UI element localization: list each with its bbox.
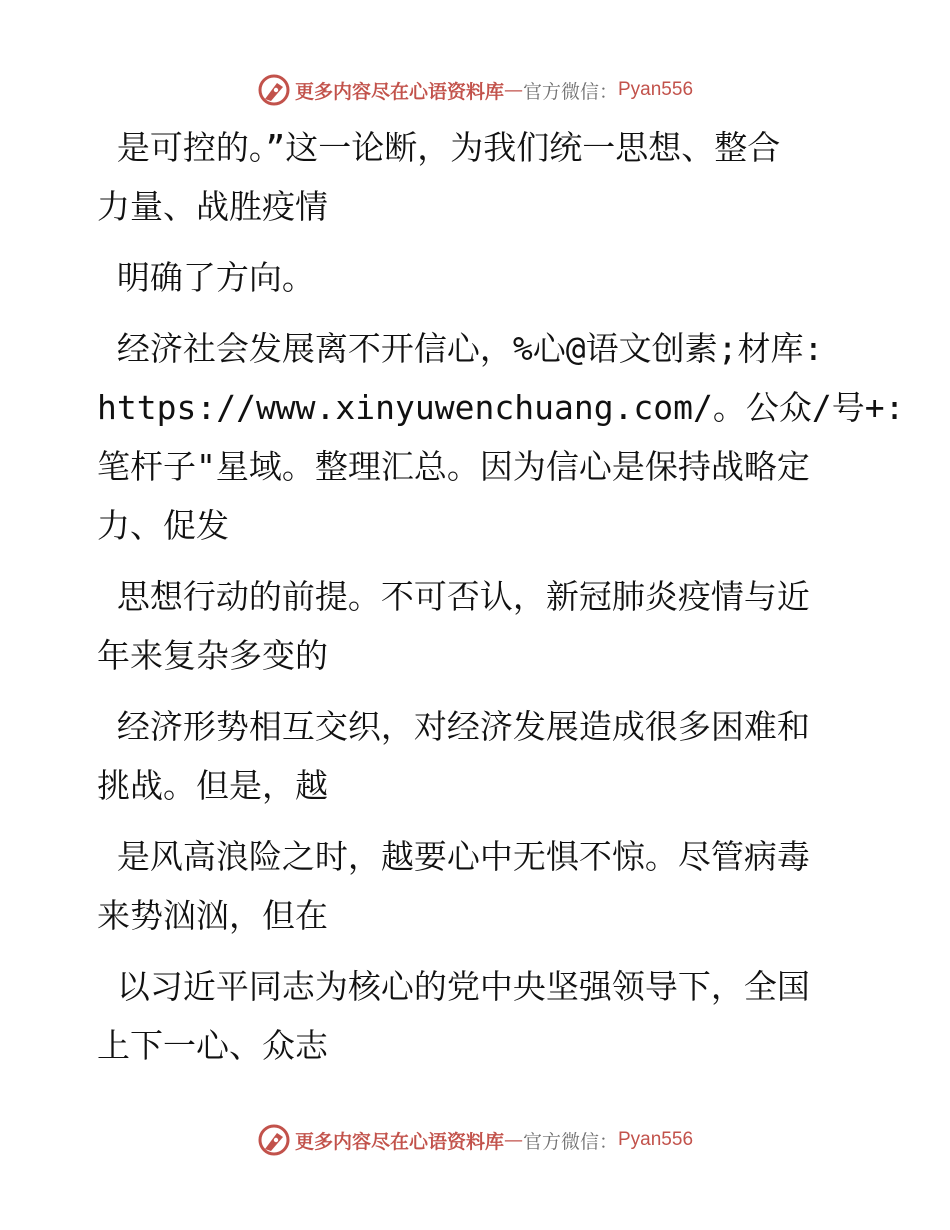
paragraph — [97, 957, 837, 1075]
pen-nib-logo-icon — [257, 73, 291, 107]
text-line: 思想行动的前提。不可否认，新冠肺炎疫情与近 — [97, 577, 810, 616]
header-banner — [0, 70, 950, 110]
text-line: 经济社会发展离不开信心，%心@语文创素;材库: — [97, 329, 824, 368]
text-line: 年来复杂多变的 — [97, 636, 328, 675]
paragraph — [97, 118, 837, 236]
paragraph — [97, 567, 837, 685]
banner-main-text: 更多内容尽在心语资料库 — [294, 80, 504, 103]
text-line: 力量、战胜疫情 — [97, 187, 328, 226]
text-line: 力、促发 — [97, 506, 229, 545]
text-line: 以习近平同志为核心的党中央坚强领导下，全国 — [97, 967, 810, 1006]
document-body — [97, 118, 905, 1087]
paragraph — [97, 697, 837, 815]
banner-wechat-id: Pyan556 — [618, 1129, 694, 1150]
banner-wechat-id: Pyan556 — [618, 79, 694, 100]
paragraph — [97, 248, 837, 307]
text-line: 是可控的。”这一论断，为我们统一思想、整合 — [97, 128, 781, 167]
text-line: 是风高浪险之时，越要心中无惧不惊。尽管病毒 — [97, 837, 810, 876]
banner-wechat-label: 官方微信： — [522, 80, 618, 103]
text-line: 经济形势相互交织，对经济发展造成很多困难和 — [97, 707, 810, 746]
paragraph — [97, 319, 905, 555]
pen-nib-logo-icon — [257, 1123, 291, 1157]
text-line: https://www.xinyuwenchuang.com/。公众/号+: — [97, 388, 905, 427]
banner-dash: — — [503, 1129, 523, 1151]
text-line: 笔杆子"星域。整理汇总。因为信心是保持战略定 — [97, 447, 810, 486]
text-line: 明确了方向。 — [97, 258, 315, 297]
banner-dash: — — [503, 79, 523, 101]
text-line: 挑战。但是，越 — [97, 766, 328, 805]
text-line: 来势汹汹，但在 — [97, 896, 328, 935]
text-line: 上下一心、众志 — [97, 1026, 328, 1065]
footer-banner — [0, 1120, 950, 1160]
banner-main-text: 更多内容尽在心语资料库 — [294, 1130, 504, 1153]
banner-wechat-label: 官方微信： — [522, 1130, 618, 1153]
paragraph — [97, 827, 837, 945]
